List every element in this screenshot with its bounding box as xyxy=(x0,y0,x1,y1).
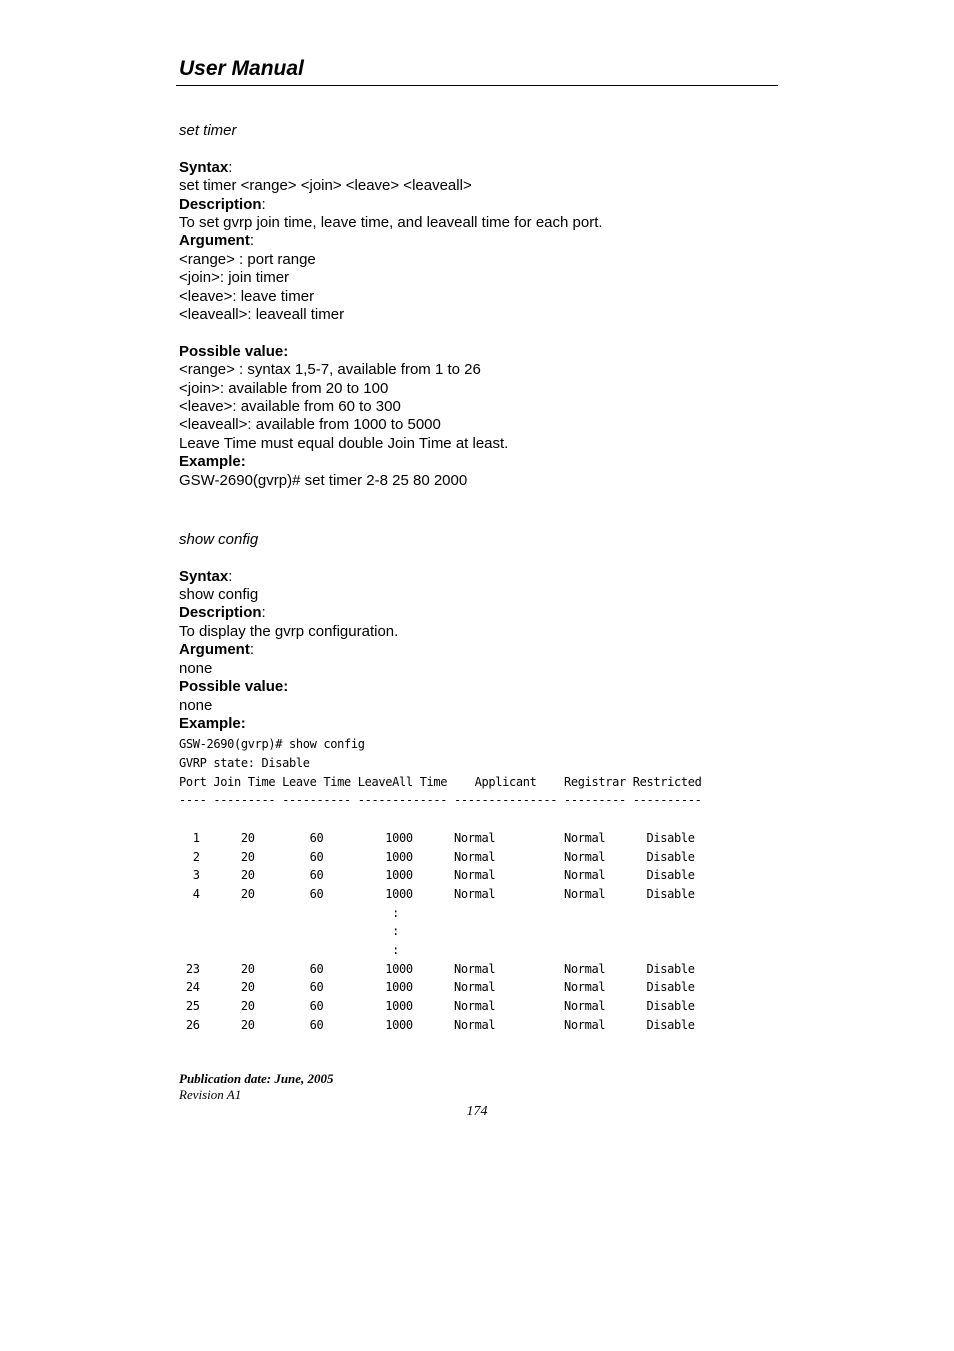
syntax-label: Syntax xyxy=(179,158,229,176)
syntax-text: set timer <range> <join> <leave> <leaveall> xyxy=(179,177,472,195)
table-row: 24 20 60 1000 Normal Normal Disable xyxy=(179,980,695,995)
argument-row: Argument: xyxy=(179,232,255,250)
section-heading-set-timer: set timer xyxy=(179,122,237,139)
publication-date: Publication date: June, 2005 xyxy=(179,1071,334,1086)
description-row: Description: xyxy=(179,195,266,213)
possible-value-line: <join>: available from 20 to 100 xyxy=(179,379,389,397)
table-row: 4 20 60 1000 Normal Normal Disable xyxy=(179,886,695,901)
example-command: GSW-2690(gvrp)# set timer 2-8 25 80 2000 xyxy=(179,471,468,489)
description-label: Description xyxy=(179,195,262,213)
ellipsis-row: : xyxy=(179,905,399,920)
argument-line: <join>: join timer xyxy=(179,269,290,287)
syntax-row: Syntax: xyxy=(179,158,233,176)
table-row: 3 20 60 1000 Normal Normal Disable xyxy=(179,868,695,883)
table-row: 23 20 60 1000 Normal Normal Disable xyxy=(179,961,695,976)
possible-value-line: <leaveall>: available from 1000 to 5000 xyxy=(179,416,441,434)
description-row: Description: xyxy=(179,604,266,622)
possible-value-line: <leave>: available from 60 to 300 xyxy=(179,398,401,416)
console-line: GVRP state: Disable xyxy=(179,756,310,771)
console-blank-line xyxy=(179,810,779,829)
table-row: 25 20 60 1000 Normal Normal Disable xyxy=(179,999,695,1014)
argument-label: Argument xyxy=(179,641,250,659)
example-label: Example: xyxy=(179,453,246,471)
syntax-label: Syntax xyxy=(179,567,229,585)
ellipsis-row: : xyxy=(179,943,399,958)
description-text: To display the gvrp configuration. xyxy=(179,622,399,640)
possible-value-line: <range> : syntax 1,5-7, available from 1 to 26 xyxy=(179,361,481,379)
possible-value-line: Leave Time must equal double Join Time at least. xyxy=(179,434,509,452)
possible-value-text: none xyxy=(179,696,213,714)
console-table-separator: ---- --------- ---------- ------------- --------------- --------- ---------- xyxy=(179,793,702,808)
argument-line: <leave>: leave timer xyxy=(179,287,315,305)
table-row: 26 20 60 1000 Normal Normal Disable xyxy=(179,1017,695,1032)
section-heading-show-config: show config xyxy=(179,530,259,548)
revision: Revision A1 xyxy=(179,1087,242,1102)
console-output xyxy=(179,735,779,1034)
argument-text: none xyxy=(179,659,213,677)
argument-row: Argument: xyxy=(179,641,255,659)
ellipsis-row: : xyxy=(179,924,399,939)
possible-value-label: Possible value: xyxy=(179,342,289,360)
argument-line: <range> : port range xyxy=(179,250,316,268)
argument-label: Argument xyxy=(179,232,250,250)
syntax-text: show config xyxy=(179,586,259,604)
header-divider xyxy=(176,85,778,86)
page-number: 174 xyxy=(466,1104,488,1119)
console-table-header: Port Join Time Leave Time LeaveAll Time Applicant Registrar Restricted xyxy=(179,774,702,789)
example-label: Example: xyxy=(179,714,246,732)
manual-content xyxy=(179,122,779,1035)
description-text: To set gvrp join time, leave time, and leaveall time for each port. xyxy=(179,214,603,232)
syntax-row: Syntax: xyxy=(179,567,233,585)
table-row: 1 20 60 1000 Normal Normal Disable xyxy=(179,830,695,845)
page-header-title: User Manual xyxy=(179,57,304,80)
table-row: 2 20 60 1000 Normal Normal Disable xyxy=(179,849,695,864)
console-line: GSW-2690(gvrp)# show config xyxy=(179,737,365,752)
possible-value-label: Possible value: xyxy=(179,678,289,696)
description-label: Description xyxy=(179,604,262,622)
argument-line: <leaveall>: leaveall timer xyxy=(179,306,345,324)
